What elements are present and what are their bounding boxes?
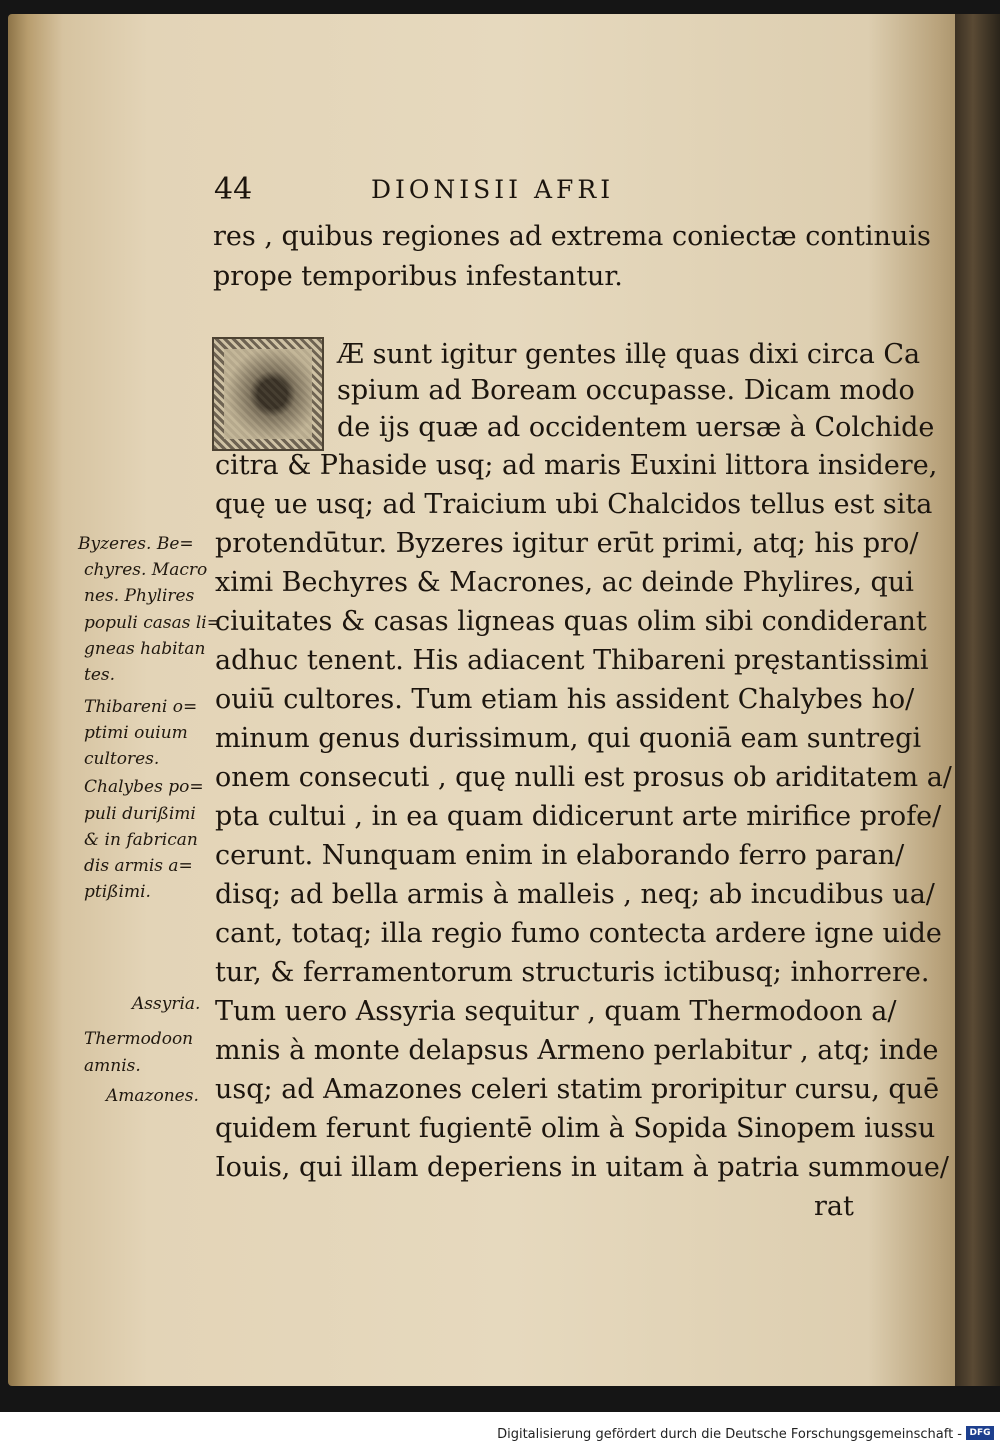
page-edge xyxy=(955,14,1000,1386)
text-line: cerunt. Nunquam enim in elaborando ferro paran/ xyxy=(215,840,905,871)
catchword: rat xyxy=(814,1191,854,1222)
margin-note: Chalybes po= xyxy=(84,777,204,797)
text-line: ximi Bechyres & Macrones, ac deinde Phylires, qui xyxy=(215,567,914,598)
text-line: disq; ad bella armis à malleis , neq; ab incudibus ua/ xyxy=(215,879,935,910)
text-line: quidem ferunt fugientē olim à Sopida Sinopem iussu xyxy=(215,1113,936,1144)
text-line: ciuitates & casas ligneas quas olim sibi condiderant xyxy=(215,606,927,637)
text-line: Æ sunt igitur gentes illę quas dixi circa Ca xyxy=(337,339,921,370)
text-line: Tum uero Assyria sequitur , quam Thermodoon a/ xyxy=(215,996,897,1027)
text-line: protendūtur. Byzeres igitur erūt primi, atq; his pro/ xyxy=(215,528,919,559)
decorated-initial-image xyxy=(212,337,324,451)
margin-note: nes. Phylires xyxy=(84,586,195,606)
page-number: 44 xyxy=(214,172,253,207)
text-line: cant, totaq; illa regio fumo contecta ardere igne uide xyxy=(215,918,942,949)
margin-note: cultores. xyxy=(84,749,160,769)
margin-note: chyres. Macro xyxy=(84,560,208,580)
margin-note: tes. xyxy=(84,665,116,685)
text-line: pta cultui , in ea quam didicerunt arte mirifice profe/ xyxy=(215,801,942,832)
text-line: minum genus durissimum, qui quoniā eam suntregi xyxy=(215,723,922,754)
running-title: DIONISII AFRI xyxy=(371,175,615,204)
margin-note: Assyria. xyxy=(132,994,201,1014)
margin-note: gneas habitan xyxy=(84,639,206,659)
margin-note: ptißimi. xyxy=(84,882,151,902)
text-line: citra & Phaside usq; ad maris Euxini littora insidere, xyxy=(215,450,938,481)
dfg-logo: DFG xyxy=(966,1426,994,1440)
text-line: quę ue usq; ad Traicium ubi Chalcidos tellus est sita xyxy=(215,489,933,520)
margin-note: Amazones. xyxy=(106,1086,199,1106)
margin-note: populi casas li= xyxy=(84,613,221,633)
margin-note: ptimi ouium xyxy=(84,723,188,743)
text-line: adhuc tenent. His adiacent Thibareni pręstantissimi xyxy=(215,645,929,676)
margin-note: Byzeres. Be= xyxy=(78,534,194,554)
margin-note: amnis. xyxy=(84,1056,141,1076)
footer-bar xyxy=(0,1412,1000,1447)
text-line: tur, & ferramentorum structuris ictibusq; inhorrere. xyxy=(215,957,930,988)
footer-credit: Digitalisierung gefördert durch die Deutsche Forschungsgemeinschaft - xyxy=(497,1427,962,1442)
margin-note: dis armis a= xyxy=(84,856,193,876)
text-line: onem consecuti , quę nulli est prosus ob ariditatem a/ xyxy=(215,762,952,793)
text-line: res , quibus regiones ad extrema coniectæ continuis xyxy=(213,221,931,252)
margin-note: Thermodoon xyxy=(84,1029,194,1049)
text-line: prope temporibus infestantur. xyxy=(213,261,623,292)
text-line: ouiū cultores. Tum etiam his assident Chalybes ho/ xyxy=(215,684,915,715)
text-line: de ijs quæ ad occidentem uersæ à Colchide xyxy=(337,412,935,443)
text-line: mnis à monte delapsus Armeno perlabitur , atq; inde xyxy=(215,1035,939,1066)
margin-note: Thibareni o= xyxy=(84,697,198,717)
margin-note: puli durißimi xyxy=(84,804,196,824)
margin-note: & in fabrican xyxy=(84,830,198,850)
running-head xyxy=(208,172,853,212)
text-line: usq; ad Amazones celeri statim proripitur cursu, quē xyxy=(215,1074,940,1105)
text-line: spium ad Boream occupasse. Dicam modo xyxy=(337,375,915,406)
text-line: Iouis, qui illam deperiens in uitam à patria summoue/ xyxy=(215,1152,949,1183)
